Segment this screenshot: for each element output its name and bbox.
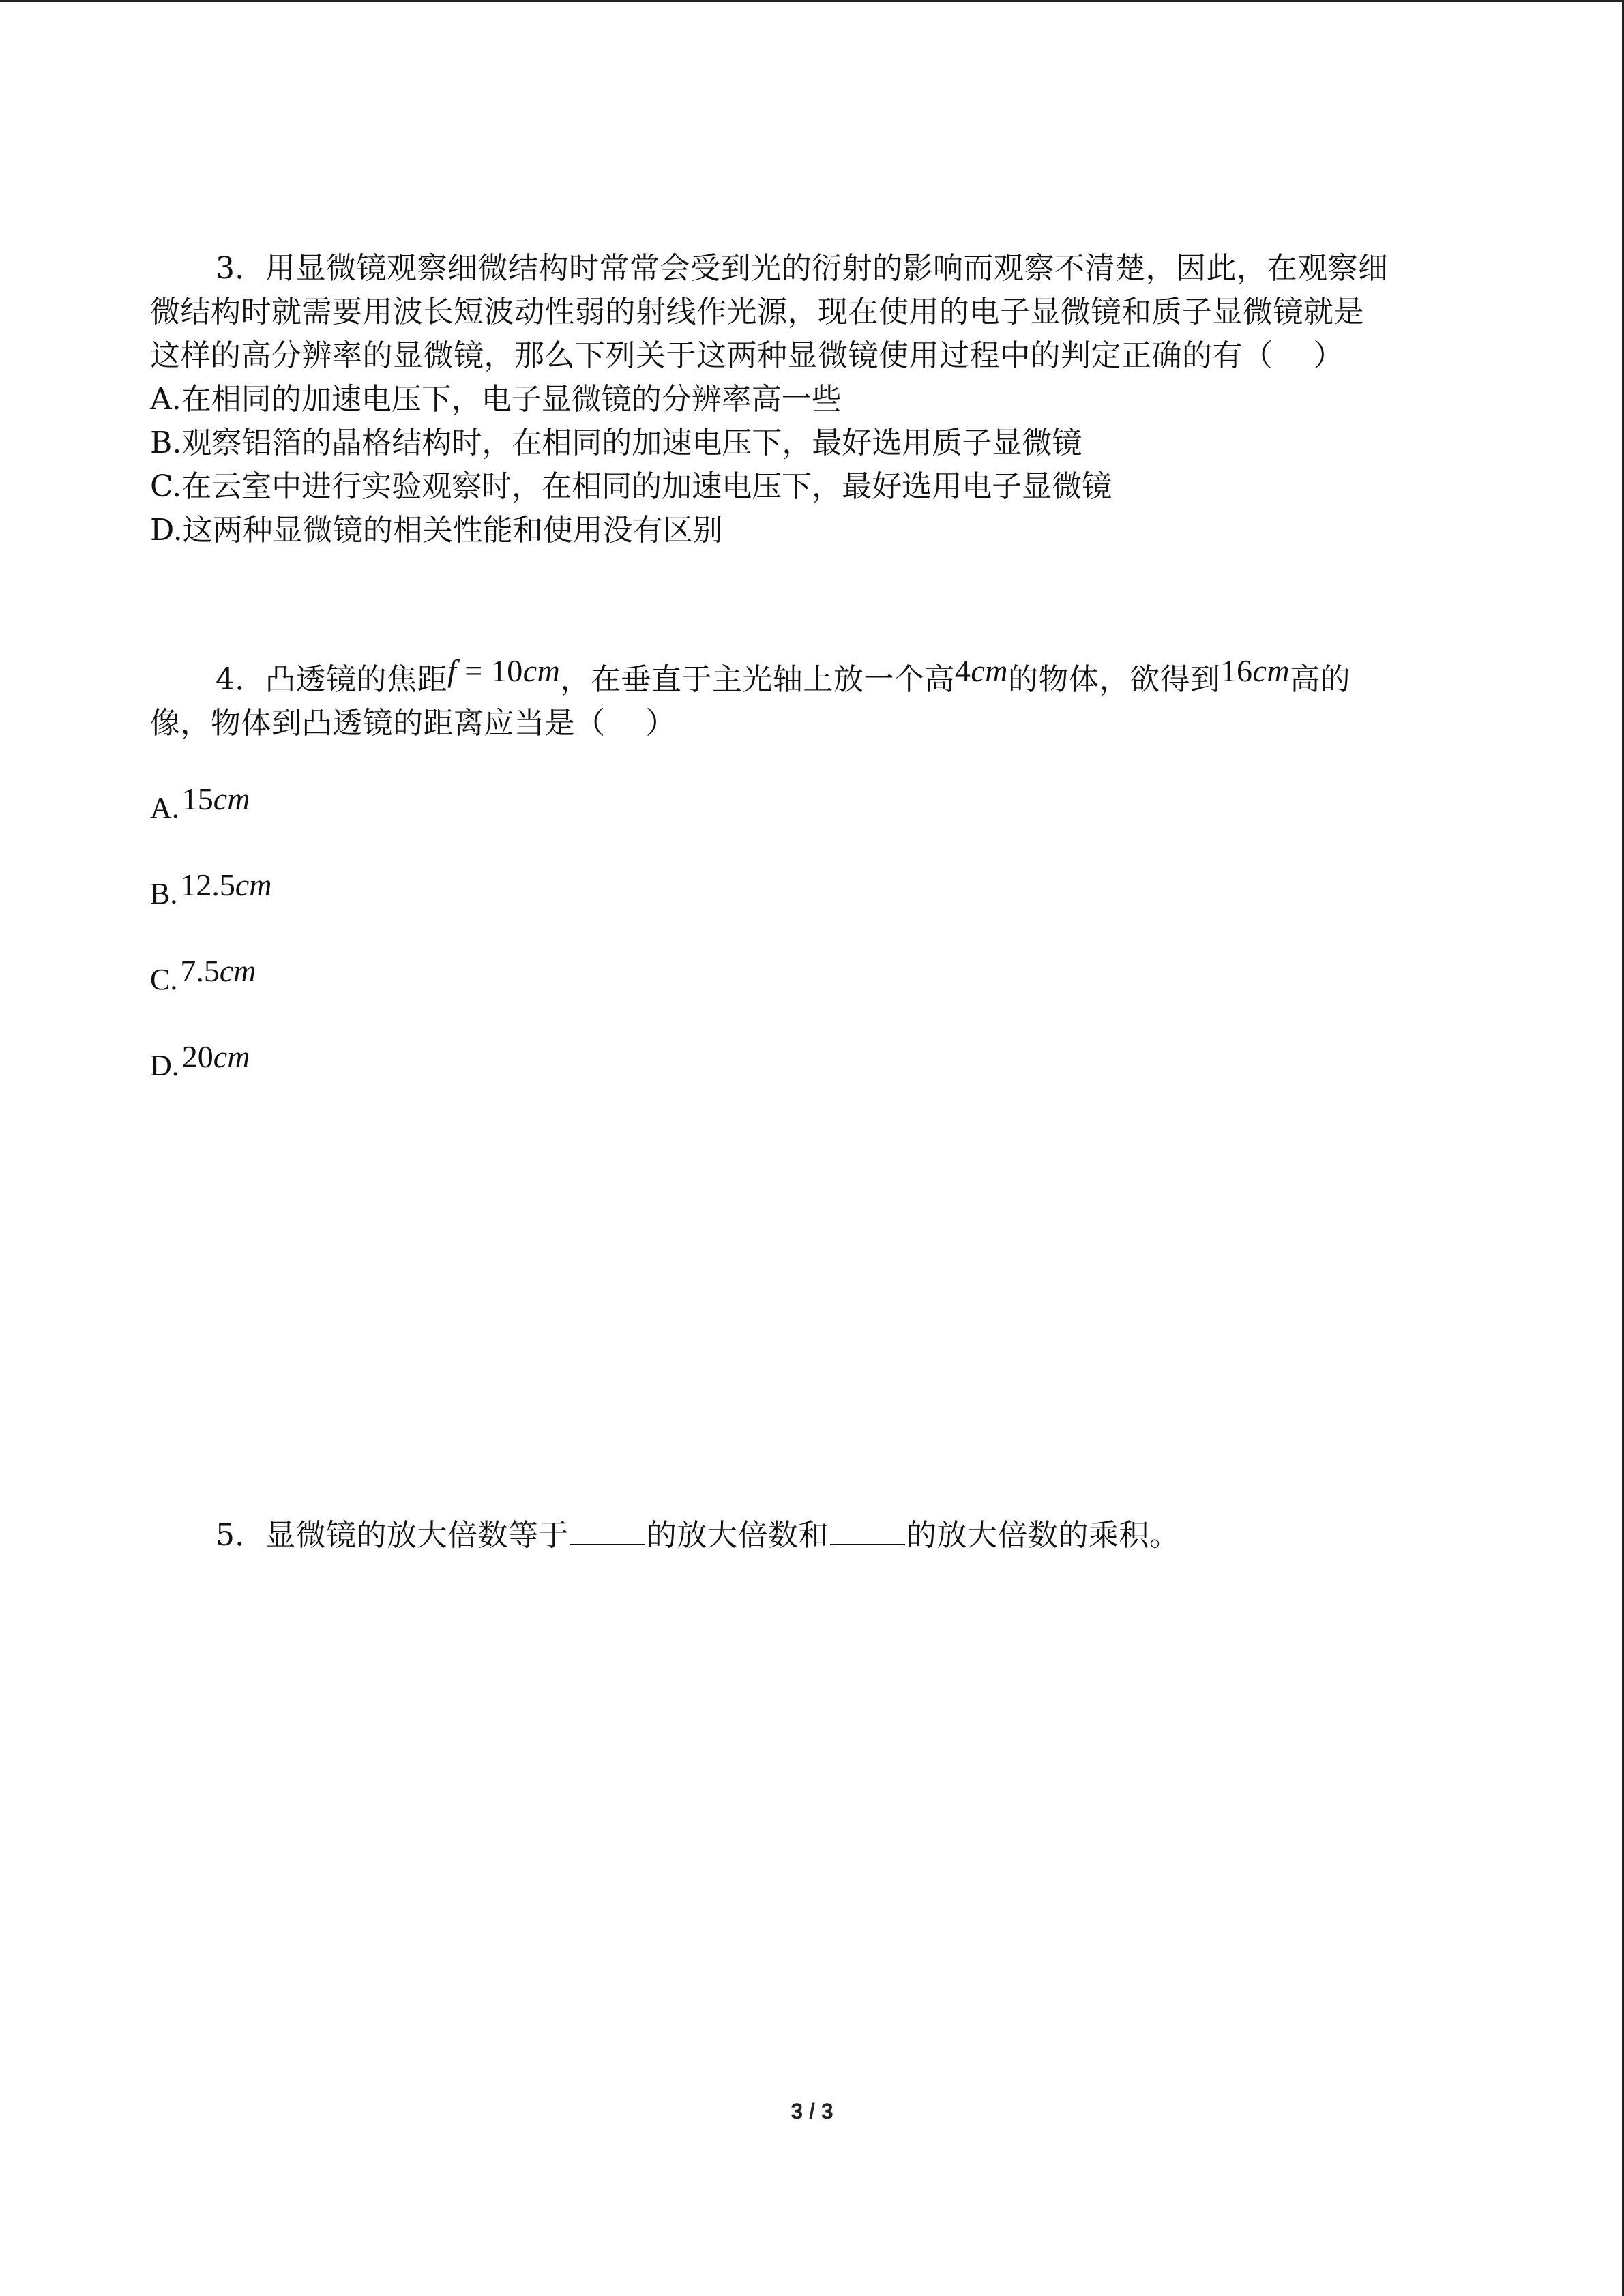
option-unit: cm bbox=[219, 953, 256, 988]
option-letter: A. bbox=[150, 791, 179, 824]
question-5-text-1: 5．显微镜的放大倍数等于 bbox=[216, 1518, 569, 1553]
option-number: 7.5 bbox=[180, 953, 220, 988]
object-height-value: 4 bbox=[954, 653, 971, 688]
focal-length-variable: f bbox=[447, 653, 457, 688]
answer-blank-2[interactable] bbox=[830, 1517, 905, 1545]
option-value bbox=[180, 953, 256, 988]
question-4-option-b bbox=[150, 867, 272, 957]
option-letter: C. bbox=[150, 963, 178, 996]
question-3-option-b: B.观察铝箔的晶格结构时，在相同的加速电压下，最好选用质子显微镜 bbox=[150, 426, 1082, 460]
question-4-text-3: 的物体，欲得到 bbox=[1008, 662, 1221, 697]
object-height-formula bbox=[955, 653, 1008, 688]
question-5-text-2: 的放大倍数和 bbox=[647, 1518, 829, 1553]
question-4-text-1: 4．凸透镜的焦距 bbox=[216, 662, 447, 697]
question-4-line-2: 像，物体到凸透镜的距离应当是（ ） bbox=[150, 706, 676, 741]
focal-length-formula bbox=[447, 653, 560, 688]
option-letter: D. bbox=[150, 1049, 179, 1082]
image-height-formula bbox=[1221, 653, 1290, 688]
question-5-text-3: 的放大倍数的乘积。 bbox=[906, 1518, 1180, 1553]
question-4-line-1 bbox=[150, 653, 1351, 702]
question-3-line-1: 3．用显微镜观察细微结构时常常会受到光的衍射的影响而观察不清楚，因此，在观察细 bbox=[216, 251, 1389, 286]
page-number: 3 / 3 bbox=[791, 2099, 833, 2123]
object-height-unit: cm bbox=[971, 653, 1009, 688]
image-height-unit: cm bbox=[1252, 653, 1290, 688]
option-unit: cm bbox=[213, 1039, 250, 1074]
question-3-option-d: D.这两种显微镜的相关性能和使用没有区别 bbox=[150, 513, 723, 548]
question-4-option-c bbox=[150, 953, 272, 1043]
question-3-option-a: A.在相同的加速电压下，电子显微镜的分辨率高一些 bbox=[150, 382, 842, 417]
focal-length-value: = 10 bbox=[456, 653, 523, 688]
page-top-border bbox=[0, 0, 1624, 2]
question-5 bbox=[150, 1514, 1180, 1557]
question-3-option-c: C.在云室中进行实验观察时，在相同的加速电压下，最好选用电子显微镜 bbox=[150, 469, 1112, 504]
option-value bbox=[180, 867, 271, 902]
option-number: 15 bbox=[181, 781, 213, 816]
question-4 bbox=[150, 653, 1351, 745]
image-height-value: 16 bbox=[1220, 653, 1253, 688]
question-4-text-4: 高的 bbox=[1290, 662, 1351, 697]
question-4-options bbox=[150, 781, 272, 1129]
question-3-line-2: 微结构时就需要用波长短波动性弱的射线作光源，现在使用的电子显微镜和质子显微镜就是 bbox=[150, 295, 1364, 329]
option-letter: B. bbox=[150, 877, 178, 910]
question-5-line-1 bbox=[150, 1514, 1180, 1557]
option-unit: cm bbox=[213, 781, 250, 816]
option-number: 20 bbox=[181, 1039, 213, 1074]
question-4-option-a bbox=[150, 781, 272, 871]
option-value bbox=[182, 781, 250, 816]
option-number: 12.5 bbox=[180, 867, 235, 902]
question-3 bbox=[150, 247, 1389, 552]
question-4-text-2: ，在垂直于主光轴上放一个高 bbox=[560, 662, 955, 697]
focal-length-unit: cm bbox=[522, 653, 561, 688]
question-3-line-3: 这样的高分辨率的显微镜，那么下列关于这两种显微镜使用过程中的判定正确的有（ ） bbox=[150, 338, 1344, 373]
option-value bbox=[182, 1039, 250, 1074]
answer-blank-1[interactable] bbox=[570, 1517, 645, 1545]
question-4-option-d bbox=[150, 1039, 272, 1129]
option-unit: cm bbox=[235, 867, 272, 902]
